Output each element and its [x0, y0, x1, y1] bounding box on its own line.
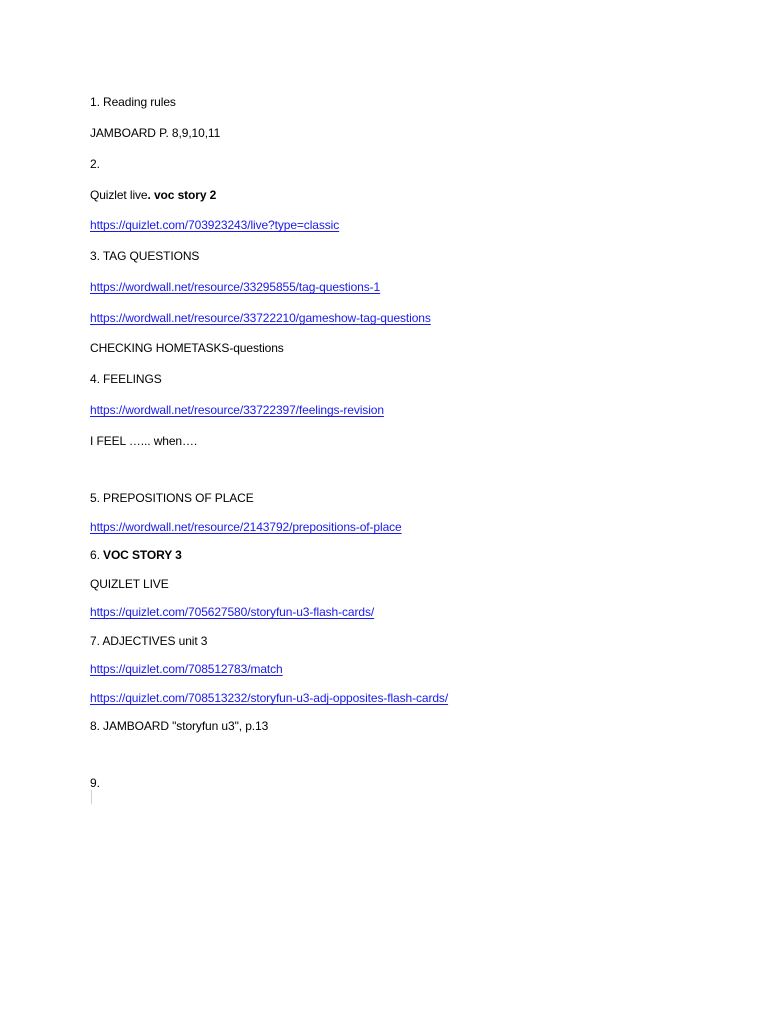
item-4-feelings: 4. FEELINGS: [90, 372, 162, 386]
item-2-number: 2.: [90, 157, 100, 171]
item-3-tag-questions: 3. TAG QUESTIONS: [90, 249, 200, 263]
quizlet-live-line: [90, 188, 216, 202]
link-quizlet-live[interactable]: https://quizlet.com/703923243/live?type=classic: [90, 218, 340, 232]
checking-hometasks: CHECKING HOMETASKS-questions: [90, 341, 284, 355]
item-7-adjectives: 7. ADJECTIVES unit 3: [90, 634, 208, 648]
item-6-line: [90, 548, 182, 562]
quizlet-live-heading: QUIZLET LIVE: [90, 577, 169, 591]
link-adj-opposites[interactable]: https://quizlet.com/708513232/storyfun-u3-adj-opposites-flash-cards/: [90, 691, 449, 705]
quizlet-live-label: Quizlet live: [90, 188, 148, 202]
link-prepositions-of-place[interactable]: https://wordwall.net/resource/2143792/prepositions-of-place: [90, 520, 402, 534]
link-tag-questions-1[interactable]: https://wordwall.net/resource/33295855/tag-questions-1: [90, 280, 381, 294]
link-feelings-revision[interactable]: https://wordwall.net/resource/33722397/feelings-revision: [90, 403, 384, 417]
item-5-prepositions: 5. PREPOSITIONS OF PLACE: [90, 491, 254, 505]
jamboard-pages: JAMBOARD P. 8,9,10,11: [90, 126, 221, 140]
link-storyfun-flash-cards[interactable]: https://quizlet.com/705627580/storyfun-u3-flash-cards/: [90, 605, 375, 619]
voc-story-3-label: VOC STORY 3: [103, 548, 182, 562]
link-gameshow-tag-questions[interactable]: https://wordwall.net/resource/33722210/gameshow-tag-questions: [90, 311, 431, 325]
voc-story-2-label: . voc story 2: [147, 188, 217, 202]
item-8-jamboard: 8. JAMBOARD "storyfun u3", p.13: [90, 719, 269, 733]
i-feel-when: I FEEL …... when….: [90, 434, 198, 448]
item-1-reading-rules: 1. Reading rules: [90, 95, 176, 109]
item-6-number: 6.: [90, 548, 104, 562]
item-9-number: 9.: [90, 776, 100, 790]
link-quizlet-match[interactable]: https://quizlet.com/708512783/match: [90, 662, 283, 676]
text-cursor: [91, 790, 92, 804]
